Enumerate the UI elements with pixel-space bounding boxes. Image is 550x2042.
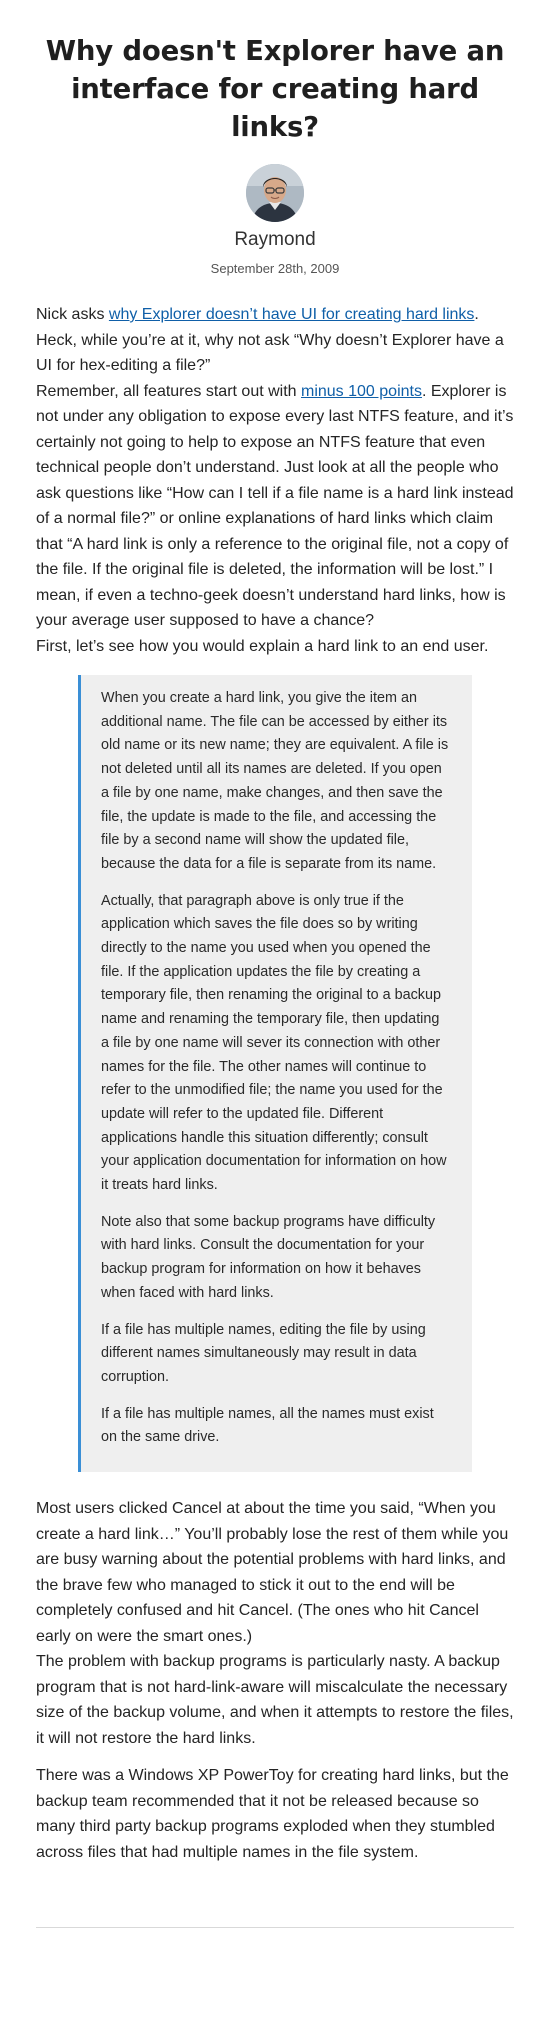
article-conclusion <box>36 1496 514 1865</box>
conclusion-paragraph-2: The problem with backup programs is particularly nasty. A backup program that is not hard-link-aware will miscalculate the necessary size of the backup volume, and when it attempts to restore the files, it will not restore the hard links. <box>36 1653 514 1747</box>
author-block <box>36 164 514 278</box>
intro-paragraph-1 <box>36 302 514 379</box>
quote-paragraph: Actually, that paragraph above is only true if the application which saves the file does so by writing directly to the name you used when you opened the file. If the application updates the file by creating a temporary file, then renaming the original to a backup name and renaming the temporary file, then updating a file by one name will sever its connection with other names for the file. The other names will continue to refer to the unmodified file; the name you used for the update will refer to the updated file. Different applications handle this situation differently; consult your application documentation for information on how it treats hard links. <box>101 892 447 1194</box>
intro-paragraph-3: First, let’s see how you would explain a hard link to an end user. <box>36 637 489 655</box>
author-name[interactable]: Raymond <box>234 229 316 250</box>
post-date: September 28th, 2009 <box>210 261 340 276</box>
hard-link-explanation-quote <box>78 675 472 1472</box>
intro-paragraph-2 <box>36 379 514 634</box>
quote-paragraph: Note also that some backup programs have difficulty with hard links. Consult the documentation for your backup program for information on how it behaves when faced with hard links. <box>101 1213 436 1301</box>
conclusion-paragraph-3: There was a Windows XP PowerToy for creating hard links, but the backup team recommended that it not be released because so many third party backup programs exploded when they stumbled across files that had multiple names in the file system. <box>36 1767 509 1861</box>
article-intro <box>36 302 514 659</box>
article-title: Why doesn't Explorer have an interface for creating hard links? <box>45 35 505 143</box>
intro-text: Nick asks <box>36 306 109 323</box>
intro-text: . Explorer is not under any obligation to expose every last NTFS feature, and it’s certainly not going to help to expose an NTFS feature that even technical people don’t understand. Just look at all the people who ask questions like “How can I tell if a file name is a hard link instead of a normal file?” or online explanations of hard links which claim that “A hard link is only a reference to the original file, not a copy of the file. If the original file is deleted, the information will be lost.” I mean, if even a techno-geek doesn’t understand hard links, how is your average user supposed to have a chance? <box>36 382 514 629</box>
intro-text: Remember, all features start out with <box>36 382 301 400</box>
author-avatar[interactable] <box>246 164 304 222</box>
intro-text: . Heck, while you’re at it, why not ask “Why doesn’t Explorer have a UI for hex-editing a file?” <box>36 306 504 374</box>
article-divider <box>36 1927 514 1928</box>
quote-paragraph: If a file has multiple names, all the names must exist on the same drive. <box>101 1405 434 1446</box>
hard-links-ui-link[interactable]: why Explorer doesn’t have UI for creating hard links <box>108 306 475 323</box>
avatar-portrait-icon <box>246 164 304 222</box>
quote-paragraph: If a file has multiple names, editing the file by using different names simultaneously may result in data corruption. <box>101 1321 426 1385</box>
conclusion-paragraph-1: Most users clicked Cancel at about the time you said, “When you create a hard link…” You’ll probably lose the rest of them while you are busy warning about the potential problems with hard links, and the brave few who managed to stick it out to the end will be completely confused and hit Cancel. (The ones who hit Cancel early on were the smart ones.) <box>36 1500 509 1645</box>
quote-paragraph: When you create a hard link, you give the item an additional name. The file can be accessed by either its old name or its new name; they are equivalent. A file is not deleted until all its names are deleted. If you open a file by one name, make changes, and then save the file, the update is made to the file, and accessing the file by a second name will show the updated file, because the data for a file is separate from its name. <box>101 690 449 872</box>
minus-100-points-link[interactable]: minus 100 points <box>301 382 422 400</box>
